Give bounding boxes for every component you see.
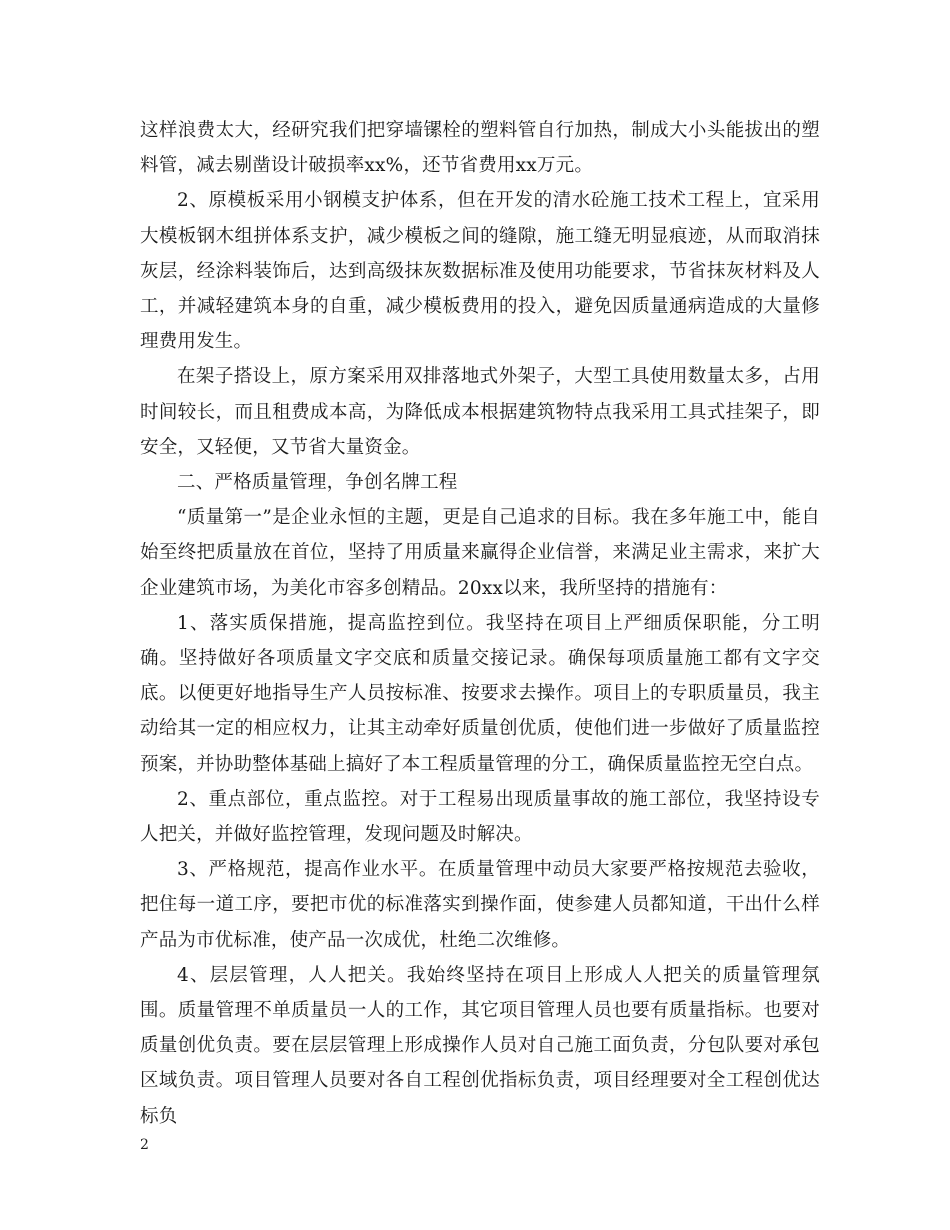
- paragraph: “质量第一”是企业永恒的主题，更是自己追求的目标。我在多年施工中，能自始至终把质量放在首位，坚持了用质量来赢得企业信誉，来满足业主需求，来扩大企业建筑市场，为美化市容多创精品。20xx以来，我所坚持的措施有：: [140, 507, 820, 599]
- paragraph: 2、重点部位，重点监控。对于工程易出现质量事故的施工部位，我坚持设专人把关，并做好监控管理，发现问题及时解决。: [140, 788, 820, 846]
- paragraph: 这样浪费太大，经研究我们把穿墙镙栓的塑料管自行加热，制成大小头能拔出的塑料管，减去剔凿设计破损率xx%，还节省费用xx万元。: [140, 120, 820, 177]
- document-body: [140, 113, 820, 1134]
- paragraph: 1、落实质保措施，提高监控到位。我坚持在项目上严细质保职能，分工明确。坚持做好各项质量文字交底和质量交接记录。确保每项质量施工都有文字交底。以便更好地指导生产人员按标准、按要求去操作。项目上的专职质量员，我主动给其一定的相应权力，让其主动牵好质量创优质，使他们进一步做好了质量监控预案，并协助整体基础上搞好了本工程质量管理的分工，确保质量监控无空白点。: [140, 612, 820, 775]
- paragraph: 4、层层管理，人人把关。我始终坚持在项目上形成人人把关的质量管理氛围。质量管理不单质量员一人的工作，其它项目管理人员也要有质量指标。也要对质量创优负责。要在层层管理上形成操作人员对自己施工面负责，分包队要对承包区域负责。项目管理人员要对各自工程创优指标负责，项目经理要对全工程创优达标负: [140, 964, 820, 1127]
- paragraph: 2、原模板采用小钢模支护体系，但在开发的清水砼施工技术工程上，宜采用大模板钢木组拼体系支护，减少模板之间的缝隙，施工缝无明显痕迹，从而取消抹灰层，经涂料装饰后，达到高级抹灰数据标准及使用功能要求，节省抹灰材料及人工，并减轻建筑本身的自重，减少模板费用的投入，避免因质量通病造成的大量修理费用发生。: [140, 190, 820, 353]
- paragraph: 在架子搭设上，原方案采用双排落地式外架子，大型工具使用数量太多，占用时间较长，而且租费成本高，为降低成本根据建筑物特点我采用工具式挂架子，即安全，又轻便，又节省大量资金。: [140, 366, 820, 458]
- page-number: 2: [140, 1137, 149, 1153]
- paragraph: 3、严格规范，提高作业水平。在质量管理中动员大家要严格按规范去验收，把住每一道工序，要把市优的标准落实到操作面，使参建人员都知道，干出什么样产品为市优标准，使产品一次成优，杜绝二次维修。: [140, 859, 820, 951]
- section-heading: 二、严格质量管理，争创名牌工程: [177, 472, 458, 494]
